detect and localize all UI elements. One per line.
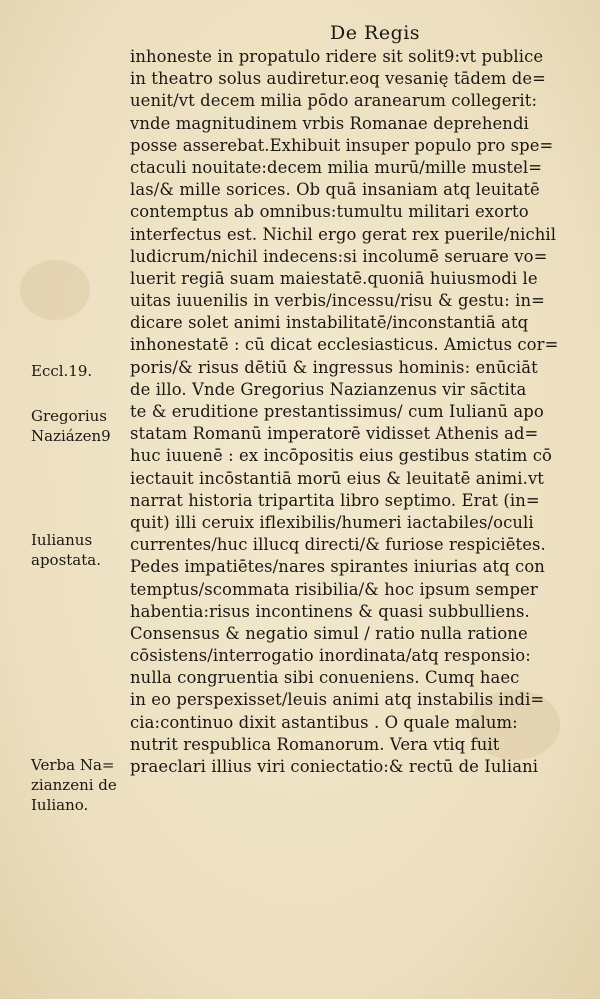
margin-note-gregorius xyxy=(31,406,111,446)
text-line: in theatro solus audiretur.eoq vesanię tādem de= xyxy=(130,69,546,89)
text-line: posse asserebat.Exhibuit insuper populo pro spe= xyxy=(130,135,554,155)
text-line: te & eruditione prestantissimus/ cum Iulianū apo xyxy=(130,402,544,421)
margin-note-iulianus xyxy=(31,530,101,570)
margin-note-line: Iuliano. xyxy=(31,796,89,814)
margin-note-line: apostata. xyxy=(31,551,101,569)
text-line: ctaculi nouitate:decem milia murū/mille mustel= xyxy=(130,157,543,177)
main-text xyxy=(130,46,580,778)
text-line: nulla congruentia sibi conueniens. Cumq haec xyxy=(130,668,520,688)
text-line: cōsistens/interrogatio inordinata/atq responsio: xyxy=(130,646,531,666)
text-line: interfectus est. Nichil ergo gerat rex puerile/nichil xyxy=(130,224,557,244)
margin-note-line: Gregorius xyxy=(31,407,107,425)
margin-note-line: Verba Na= xyxy=(31,756,115,774)
text-line: dicare solet animi instabilitatē/inconstantiā atq xyxy=(130,313,529,333)
text-line: uenit/vt decem milia pōdo aranearum collegerit: xyxy=(130,91,538,111)
margin-note-line: Iulianus xyxy=(31,531,93,549)
text-line: statam Romanū imperatorē vidisset Athenis ad= xyxy=(130,424,539,444)
text-line: inhoneste in propatulo ridere sit solit9:vt publice xyxy=(130,47,544,66)
text-line: narrat historia tripartita libro septimo. Erat (in= xyxy=(130,490,540,510)
text-line: in eo perspexisset/leuis animi atq instabilis indi= xyxy=(130,690,545,710)
text-line: currentes/huc illucq directi/& furiose respiciētes. xyxy=(130,535,546,555)
running-head: De Regis xyxy=(330,22,421,44)
text-line: uitas iuuenilis in verbis/incessu/risu & gestu: in= xyxy=(130,291,545,311)
text-line: de illo. Vnde Gregorius Nazianzenus vir sāctita xyxy=(130,379,527,399)
text-line: praeclari illius viri coniectatio:& rectū de Iuliani xyxy=(130,757,539,776)
text-line: ludicrum/nichil indecens:si incolumē seruare vo= xyxy=(130,246,548,266)
margin-note-line: zianzeni de xyxy=(31,776,117,794)
text-line: las/& mille sorices. Ob quā insaniam atq leuitatē xyxy=(130,180,540,200)
text-line: iectauit incōstantiā morū eius & leuitatē animi.vt xyxy=(130,468,544,488)
text-line: nutrit respublica Romanorum. Vera vtiq fuit xyxy=(130,734,500,754)
text-line: cia:continuo dixit astantibus . O quale malum: xyxy=(130,712,518,732)
text-line: poris/& risus dētiū & ingressus hominis: enūciāt xyxy=(130,357,538,377)
paper-stain xyxy=(20,260,90,320)
text-line: quit) illi ceruix iflexibilis/humeri iactabiles/oculi xyxy=(130,512,534,532)
text-line: contemptus ab omnibus:tumultu militari exorto xyxy=(130,202,529,222)
text-line: luerit regiā suam maiestatē.quoniā huiusmodi le xyxy=(130,268,538,288)
text-line: huc iuuenē : ex incōpositis eius gestibus statim cō xyxy=(130,446,552,466)
text-line: vnde magnitudinem vrbis Romanae deprehendi xyxy=(130,113,529,133)
text-line: Pedes impatiētes/nares spirantes iniurias atq con xyxy=(130,557,545,577)
text-line: habentia:risus incontinens & quasi subbulliens. xyxy=(130,601,530,621)
text-line: inhonestatē : cū dicat ecclesiasticus. Amictus cor= xyxy=(130,335,559,355)
text-line: temptus/scommata risibilia/& hoc ipsum semper xyxy=(130,579,538,599)
margin-note-verba-nazianzeni xyxy=(31,755,117,815)
margin-note-line: Eccl.19. xyxy=(31,362,93,380)
margin-note-line: Naziázen9 xyxy=(31,427,111,445)
text-line: Consensus & negatio simul / ratio nulla ratione xyxy=(130,623,528,643)
margin-note-ecclesiasticus xyxy=(31,361,92,381)
